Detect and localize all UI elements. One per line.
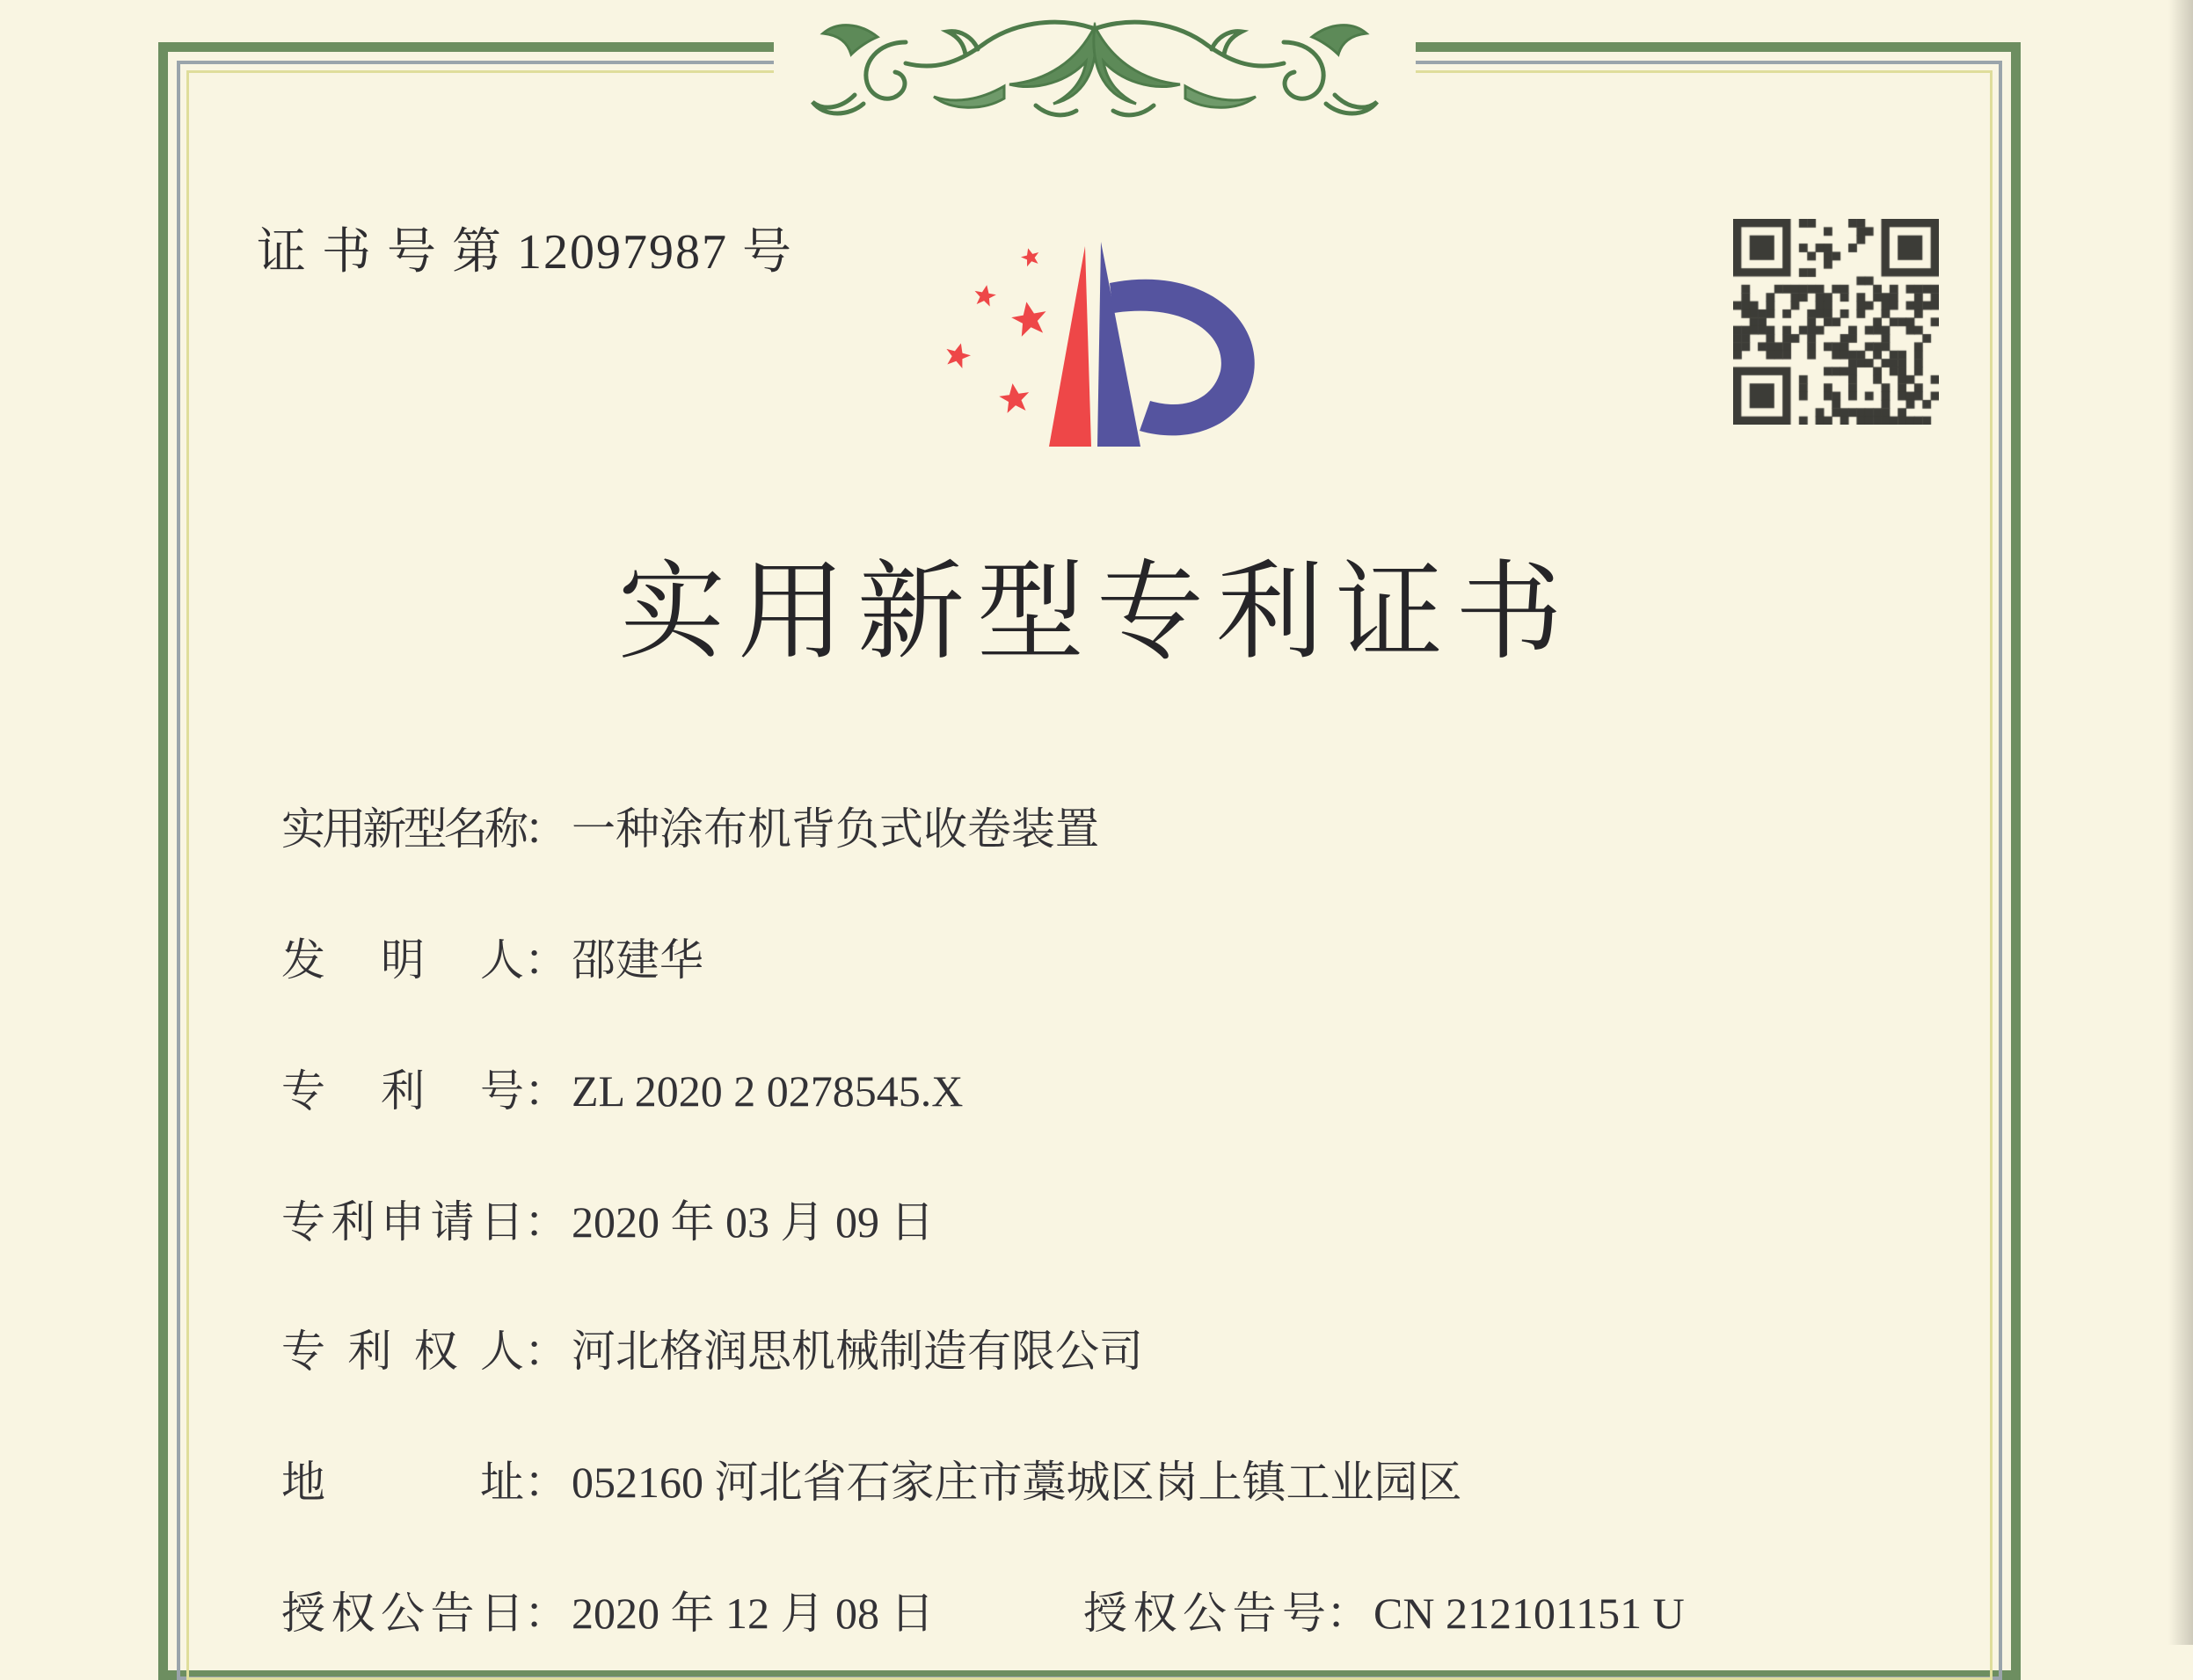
- field-row-address: [281, 1455, 1462, 1510]
- field-label: 授权公告号: [1083, 1589, 1326, 1638]
- field-row-grant-number: [1083, 1586, 1685, 1641]
- field-row-grant-date: [281, 1586, 935, 1641]
- field-colon: ：: [524, 1327, 568, 1376]
- field-label: 专利申请日: [281, 1197, 524, 1247]
- field-value: 2020 年 12 月 08 日: [572, 1589, 935, 1638]
- field-colon: ：: [524, 804, 568, 854]
- field-colon: ：: [524, 1066, 568, 1116]
- field-value: 一种涂布机背负式收卷装置: [572, 804, 1099, 854]
- field-value: 2020 年 03 月 09 日: [572, 1197, 935, 1247]
- dragon-flourish-icon: [774, 0, 1416, 125]
- field-label: 专 利 号: [281, 1066, 524, 1116]
- field-row-patent-number: [281, 1064, 963, 1119]
- field-colon: ：: [524, 935, 568, 985]
- cnipa-logo-icon: [923, 230, 1275, 459]
- page-title: 实用新型专利证书: [618, 554, 1575, 673]
- field-label: 专 利 权 人: [281, 1327, 524, 1376]
- field-row-utility-model-name: [281, 802, 1099, 857]
- certificate-number: 证 书 号 第 12097987 号: [257, 225, 793, 280]
- dragon-flourish-ornament: [774, 0, 1416, 125]
- field-value: 052160 河北省石家庄市藁城区岗上镇工业园区: [572, 1458, 1462, 1507]
- field-row-patentee: [281, 1324, 1143, 1379]
- scan-edge-shadow: [2168, 0, 2193, 1645]
- field-row-filing-date: [281, 1195, 935, 1250]
- qr-code: [1733, 219, 1939, 425]
- field-label: 地 址: [281, 1458, 524, 1507]
- field-value: 邵建华: [572, 935, 703, 985]
- field-colon: ：: [524, 1458, 568, 1507]
- field-colon: ：: [524, 1589, 568, 1638]
- field-colon: ：: [1326, 1589, 1370, 1638]
- field-value: 河北格润思机械制造有限公司: [572, 1327, 1143, 1376]
- field-label: 实用新型名称: [281, 804, 524, 854]
- field-value: CN 212101151 U: [1373, 1589, 1685, 1638]
- field-value: ZL 2020 2 0278545.X: [572, 1066, 964, 1116]
- field-colon: ：: [524, 1197, 568, 1247]
- field-label: 发 明 人: [281, 935, 524, 985]
- field-label: 授权公告日: [281, 1589, 524, 1638]
- field-row-inventor: [281, 933, 703, 988]
